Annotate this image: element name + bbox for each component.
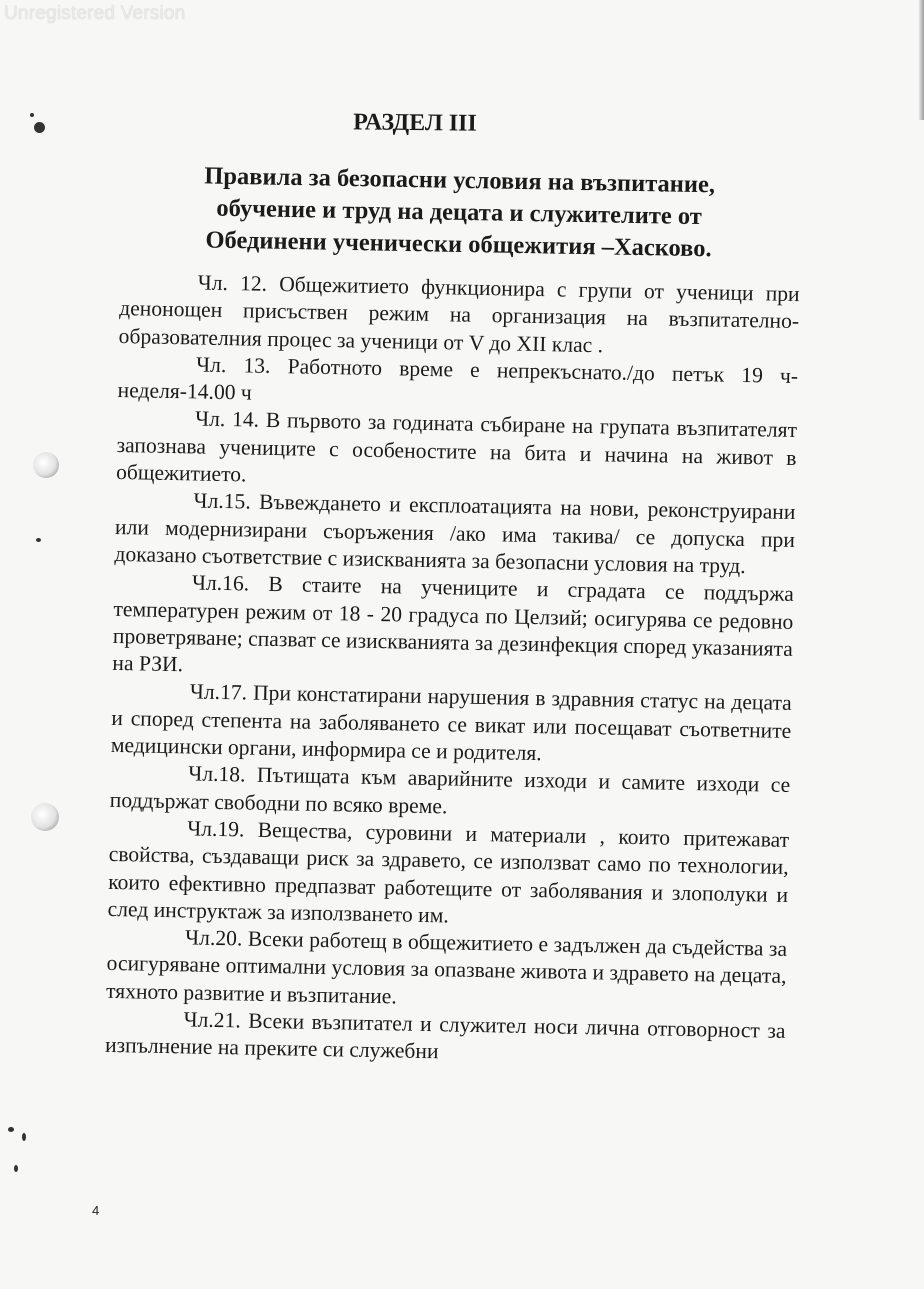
- page-number: 4: [92, 1203, 100, 1218]
- subtitle-line: Обединени ученически общежития –Хасково.: [205, 226, 712, 263]
- article-13: Чл. 13. Работното време е непрекъснато./до петък 19 ч- неделя-14.00 ч: [117, 352, 799, 405]
- section-title: РАЗДЕЛ III: [353, 109, 477, 137]
- article-16: Чл.16. В стаите на учениците и сградата се поддържа температурен режим от 18 - 20 градуса по Целзий; осигурява се редовно проветряване; спазват се изискванията за дезинфекция според указанията на РЗИ.: [112, 570, 795, 677]
- ink-speck: [22, 1133, 26, 1141]
- subtitle-line: обучение и труд на децата и служителите от: [216, 194, 703, 231]
- scan-edge-shadow: [918, 0, 924, 120]
- ink-speck: [36, 538, 41, 542]
- document-body: [105, 268, 800, 1073]
- section-subtitle: [178, 160, 740, 266]
- subtitle-line: Правила за безопасни условия на възпитание,: [204, 162, 716, 199]
- article-19: Чл.19. Вещества, суровини и материали , които притежават свойства, създаващи риск за здравето, се използват само по технологии, които ефективно предпазват работещите от заболявания и злополуки и след инструктаж за използването им.: [107, 816, 790, 928]
- punch-hole-bottom: [31, 803, 59, 831]
- article-17: Чл.17. При констатирани нарушения в здравния статус на децата и според степента на заболяването се викат или посещават съответните медицински органи, информира се и родителя.: [110, 679, 792, 766]
- article-14: Чл. 14. В първото за годината събиране на групата възпитателят запознава учениците с особеностите на бита и начина на живот в общежитието.: [115, 406, 798, 487]
- ink-speck: [8, 1127, 14, 1132]
- ink-speck: [14, 1165, 18, 1172]
- article-18: Чл.18. Пътищата към аварийните изходи и самите изходи се поддържат свободни по всяко време.: [109, 761, 791, 819]
- article-12: Чл. 12. Общежитието функционира с групи от ученици при денонощен присъствен режим на организация на възпитателно-образователния процес за ученици от V до XII клас .: [118, 270, 800, 357]
- watermark-text: Unregistered Version: [4, 3, 186, 24]
- punch-hole-top: [33, 452, 59, 478]
- article-20: Чл.20. Всеки работещ в общежитието е задължен да съдейства за осигуряване оптимални условия за опазване живота и здравето на децата, тяхното развитие и възпитание.: [105, 925, 788, 1009]
- article-21: Чл.21. Всеки възпитател и служител носи лична отговорност за изпълнение на преките си служебни: [104, 1007, 786, 1064]
- article-15: Чл.15. Въвеждането и експлоатацията на нови, реконструирани или модернизирани съоръжения /ако има такива/ се допуска при доказано съответствие с изискванията за безопасни условия на труд.: [114, 488, 796, 579]
